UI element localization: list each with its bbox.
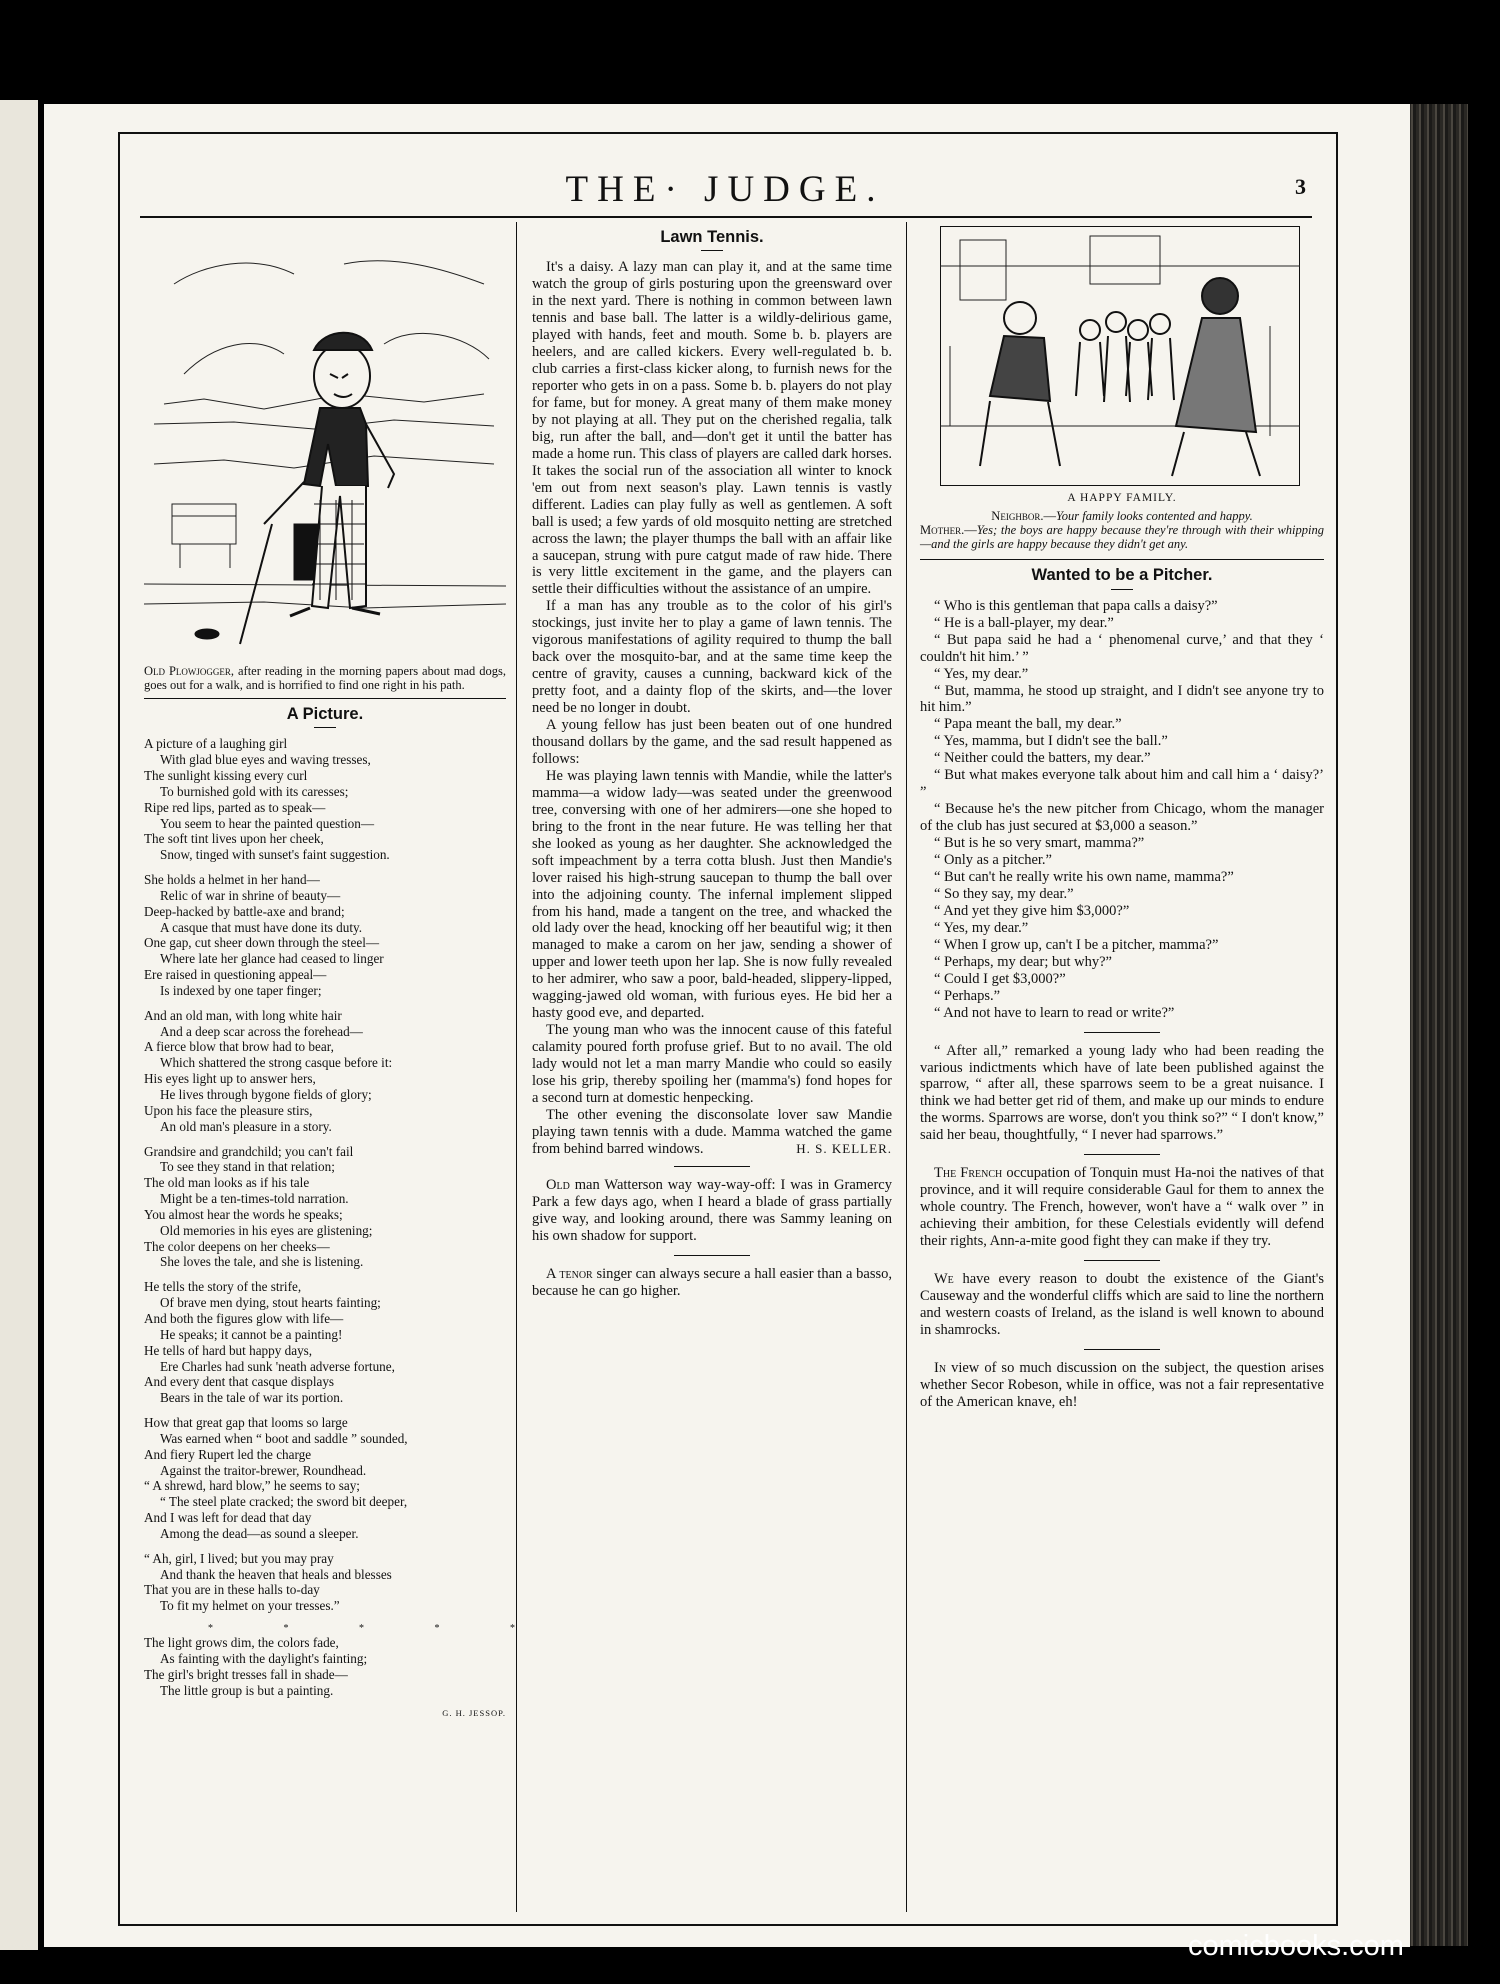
poem-line: Ripe red lips, parted as to speak—	[144, 799, 326, 815]
poem-line: You seem to hear the painted question—	[160, 815, 375, 831]
masthead	[140, 156, 1310, 220]
caption-text: after reading in the morning papers about mad dogs, goes out for a walk, and is horrified to find one right in his path.	[144, 664, 506, 692]
poem-line: Deep-hacked by battle-axe and brand;	[144, 903, 345, 919]
dialogue-line: “ And yet they give him $3,000?”	[934, 902, 1130, 919]
tenor-paragraph	[532, 1266, 892, 1300]
poem-line: And fiery Rupert led the charge	[144, 1446, 312, 1462]
dialogue-line: “ Because he's the new pitcher from Chicago, whom the manager of the club has just secured at $3,000 a season.”	[920, 801, 1324, 835]
poem-line: Among the dead—as sound a sleeper.	[160, 1525, 359, 1541]
dialogue-line: “ Only as a pitcher.”	[934, 852, 1052, 869]
poem-line: Grandsire and grandchild; you can't fail	[144, 1143, 354, 1159]
robeson-paragraph	[920, 1360, 1324, 1411]
plowjogger-caption	[144, 664, 506, 692]
poem-line: Ere Charles had sunk 'neath adverse fortune,	[160, 1358, 395, 1374]
speaker-label: Mother.—	[920, 523, 977, 538]
poem-line: And I was left for dead that day	[144, 1510, 312, 1526]
poem-body	[144, 736, 549, 1718]
title-rule	[1111, 589, 1133, 590]
magazine-page	[44, 104, 1410, 1947]
stanza-break-stars: * * * * *	[208, 1623, 549, 1635]
poem-line: Was earned when “ boot and saddle ” sounded,	[160, 1430, 408, 1446]
lawn-tennis-signature: H. S. KELLER.	[796, 1140, 892, 1156]
poem-title: A Picture.	[286, 705, 364, 723]
paragraph-lead: In	[934, 1359, 947, 1376]
dialogue-line: “ When I grow up, can't I be a pitcher, mamma?”	[934, 936, 1219, 953]
poem-line: The light grows dim, the colors fade,	[144, 1635, 339, 1651]
poem-line: And a deep scar across the forehead—	[160, 1023, 363, 1039]
poem-line: He lives through bygone fields of glory;	[160, 1087, 372, 1103]
poem-line: Old memories in his eyes are glistening;	[160, 1222, 373, 1238]
poem-line: Of brave men dying, stout hearts fainting;	[160, 1295, 381, 1311]
french-paragraph	[920, 1165, 1324, 1250]
speaker-text: Yes; the boys are happy because they're through with their whipping—and the girls are happy because they didn't get any.	[920, 523, 1324, 552]
masthead-title: THE· JUDGE.	[565, 169, 885, 210]
title-rule	[314, 727, 336, 728]
paragraph-text: occupation of Tonquin must Ha-noi the natives of that province, and it will require considerable Gaul for them to annex the whole country. The French, however, won't have a “ walk over ” in achieving their ambition, for these Celestials evidently will defend their rights, Ann-a-mite good fight they can make if they try.	[920, 1165, 1324, 1250]
poem-line: He tells of hard but happy days,	[144, 1342, 313, 1358]
poem-line: You almost hear the words he speaks;	[144, 1206, 343, 1222]
title-rule	[701, 250, 723, 251]
giants-causeway-paragraph	[920, 1271, 1324, 1339]
speaker-text: Your family looks contented and happy.	[1055, 509, 1253, 524]
dialogue-line: “ He is a ball-player, my dear.”	[934, 614, 1114, 631]
page-number: 3	[1295, 174, 1306, 199]
dialogue-line: “ Yes, my dear.”	[934, 665, 1029, 682]
pitcher-title: Wanted to be a Pitcher.	[1031, 566, 1213, 585]
dialogue-line: “ Who is this gentleman that papa calls a daisy?”	[934, 597, 1218, 614]
poem-line: She loves the tale, and she is listening.	[160, 1254, 364, 1270]
dialogue-line: “ Neither could the batters, my dear.”	[934, 750, 1151, 767]
dialogue-line: “ But is he so very smart, mamma?”	[934, 835, 1145, 852]
caption-rule	[144, 698, 506, 699]
poem-stanza	[144, 1415, 506, 1542]
poem-line: And every dent that casque displays	[144, 1374, 335, 1390]
dialogue-line: “ Yes, mamma, but I didn't see the ball.”	[934, 733, 1168, 750]
happy-family-illustration	[920, 226, 1324, 486]
poem-line: To burnished gold with its caresses;	[160, 783, 349, 799]
watermark: comicbooks.com	[1188, 1930, 1404, 1962]
poem-line: The old man looks as if his tale	[144, 1175, 310, 1191]
poem-stanza	[144, 736, 506, 863]
lawn-tennis-paragraph: It's a daisy. A lazy man can play it, and at the same time watch the group of girls posturing upon the greensward over in the next yard. There is nothing in common between lawn tennis and base ball. The latter is a wildly-delirious game, played with hands, feet and mouth. Some b. b. players are heelers, and are called kickers. Every well-regulated b. b. club carries a first-class kicker along, to furnish news for the reporter who gets in on a pass. Some b. b. players do not play for fame, but for money. A great many of them make money by not playing at all. They put on the cherished regalia, talk big, run after the ball, and—don't get it until the batter has made a home run. This class of players are called dark horses. It takes the social run of the association all winter to knock 'em out from next season's play. Lawn tennis is vastly different. Ladies can play fully as well as gentlemen. A soft ball is used; a few yards of old mosquito netting are stretched across the lawn; the player thumps the ball with an affair like a saucepan, strung with pure catgut made of raw hide. There is very little excitement in the game, and the players can settle their difficulties without the assistance of an umpire.	[532, 259, 892, 598]
poem-line: Bears in the tale of war its portion.	[160, 1390, 344, 1406]
poem-line: Might be a ten-times-told narration.	[160, 1191, 349, 1207]
pitcher-dialogue	[920, 598, 1324, 1022]
lawn-tennis-body	[532, 259, 892, 1158]
dialogue-line: “ But papa said he had a ‘ phenomenal curve,’ and that they ‘ couldn't hit him.’ ”	[920, 631, 1324, 665]
paragraph-lead: Old	[546, 1177, 570, 1194]
poem-line: And both the figures glow with life—	[144, 1310, 344, 1326]
poem-line: The little group is but a painting.	[160, 1682, 334, 1698]
poem-line: “ A shrewd, hard blow,” he seems to say;	[144, 1478, 360, 1494]
poem-stanza	[144, 1008, 506, 1135]
dialogue-line: “ So they say, my dear.”	[934, 885, 1074, 902]
lawn-tennis-paragraph: If a man has any trouble as to the color of his girl's stockings, just invite her to play a game of lawn tennis. The vigorous manifestations of agility required to thump the ball back over the mosquito-bar, and at the same time keep the centre of gravity, causes a cunning, backward kick of the pretty foot, and a dainty flop of the skirts, and—the lover need be no longer in doubt.	[532, 598, 892, 717]
paragraph-text: singer can always secure a hall easier than a basso, because he can go higher.	[532, 1265, 892, 1299]
column-rule-1	[516, 222, 517, 1912]
poem-line: A fierce blow that brow had to bear,	[144, 1039, 334, 1055]
poem-line: To fit my helmet on your tresses.”	[160, 1598, 340, 1614]
dialogue-line: “ But what makes everyone talk about him and call him a ‘ daisy?’ ”	[920, 767, 1324, 801]
speaker-label: Neighbor.—	[991, 509, 1056, 524]
column-rule-2	[906, 222, 907, 1912]
poem-stanza	[144, 872, 506, 999]
poem-line: How that great gap that looms so large	[144, 1415, 348, 1431]
paragraph-lead: A tenor	[546, 1265, 593, 1282]
poem-line: The soft tint lives upon her cheek,	[144, 831, 324, 847]
poem-line: A picture of a laughing girl	[144, 736, 288, 752]
caption-lead: Old Plowjogger,	[144, 664, 235, 678]
dialogue-line: “ Yes, my dear.”	[934, 919, 1029, 936]
poem-line: The sunlight kissing every curl	[144, 767, 308, 783]
illustration-rule	[920, 559, 1324, 560]
lawn-tennis-paragraph: The other evening the disconsolate lover saw Mandie playing tawn tennis with a dude. Mamma watched the game from behind barred windows.	[532, 1106, 892, 1157]
dialogue-line: “ But, mamma, he stood up straight, and I didn't see anyone try to hit him.”	[920, 682, 1324, 716]
dialogue-line: “ Papa meant the ball, my dear.”	[934, 716, 1122, 733]
right-column	[920, 226, 1324, 1411]
poem-line: That you are in these halls to-day	[144, 1582, 320, 1598]
paragraph-text: man Watterson way way-way-off: I was in Gramercy Park a few days ago, when I heard a blade of grass partially give way, and looking around, there was Sammy leaning on his own shadow for support.	[532, 1177, 892, 1244]
paragraph-lead: We	[934, 1271, 954, 1288]
paragraph-text: have every reason to doubt the existence of the Giant's Causeway and the wonderful cliffs which are said to line the northern and western coasts of Ireland, as the island is well known to abound in shamrocks.	[920, 1271, 1324, 1338]
poem-line: One gap, cut sheer down through the steel—	[144, 935, 380, 951]
book-edge	[1408, 104, 1468, 1946]
poem-stanza	[144, 1635, 506, 1698]
poem-line: Where late her glance had ceased to linger	[160, 951, 384, 967]
lawn-tennis-paragraph: A young fellow has just been beaten out of one hundred thousand dollars by the game, and the sad result happened as follows:	[532, 717, 892, 767]
previous-page-edge	[0, 100, 38, 1950]
dialogue-line: “ Perhaps, my dear; but why?”	[934, 953, 1112, 970]
poem-line: His eyes light up to answer hers,	[144, 1071, 316, 1087]
poem-line: Against the traitor-brewer, Roundhead.	[160, 1462, 367, 1478]
poem-line: He tells the story of the strife,	[144, 1279, 302, 1295]
sparrows-paragraph: “ After all,” remarked a young lady who had been reading the various indictments which have of late been published against the sparrow, “ after all, these sparrows seem to be a great nuisance. I think we had better get rid of them, and make up our minds to endure the worms. Sparrows are worse, don't you think so?” “ I don't know,” said her beau, thoughtfully, “ I never had sparrows.”	[920, 1042, 1324, 1144]
poem-line: With glad blue eyes and waving tresses,	[160, 752, 371, 768]
poem-line: And an old man, with long white hair	[144, 1007, 342, 1023]
poem-line: She holds a helmet in her hand—	[144, 872, 320, 888]
paragraph-lead: The French	[934, 1165, 1003, 1182]
lawn-tennis-title: Lawn Tennis.	[660, 228, 764, 246]
poem-line: Upon his face the pleasure stirs,	[144, 1102, 313, 1118]
dialogue-line: “ Could I get $3,000?”	[934, 970, 1066, 987]
section-rule	[1084, 1032, 1160, 1033]
section-rule	[1084, 1154, 1160, 1155]
dialogue-line: “ But can't he really write his own name, mamma?”	[934, 869, 1234, 885]
poem-line: A casque that must have done its duty.	[160, 919, 363, 935]
poem-line: The girl's bright tresses fall in shade—	[144, 1666, 348, 1682]
poem-line: Is indexed by one taper finger;	[160, 982, 322, 998]
poem-stanza	[144, 1279, 506, 1406]
poem-line: Snow, tinged with sunset's faint suggestion.	[160, 847, 390, 863]
plowjogger-illustration	[144, 224, 506, 664]
poem-line: “ The steel plate cracked; the sword bit deeper,	[160, 1494, 408, 1510]
poem-line: As fainting with the daylight's fainting;	[160, 1651, 368, 1667]
masthead-rule	[140, 216, 1312, 218]
dialogue-line: “ And not have to learn to read or write?”	[934, 1004, 1175, 1021]
lawn-tennis-paragraph: He was playing lawn tennis with Mandie, while the latter's mamma—a widow lady—was seated under the greenwood tree, conversing with one of her admirers—one she hoped to bring to the front in the near future. He was telling her that she looked as young as her daughter. She acknowledged the soft impeachment by a terra cotta blush. Just then Mandie's lover raised his high-strung saucepan to thump the ball over into the adjoining county. The infernal implement slipped from his hand, made a tangent on the tree, and whacked the old lady over the head, knocking off her beautiful wig; it then managed to make a carom on her jaw, sending a shower of upper and lower teeth upon her lap. She is now fully revealed to her admirer, who saw a poor, bald-headed, slippery-lipped, wagging-jawed old woman, with furious eyes. He bid her a hasty good eve, and departed.	[532, 767, 892, 1022]
dialogue-line: “ Perhaps.”	[934, 987, 1001, 1004]
poem-stanza	[144, 1551, 506, 1614]
poem-stanza	[144, 1144, 506, 1271]
middle-column	[532, 222, 892, 1300]
watterson-paragraph	[532, 1177, 892, 1245]
section-rule	[674, 1255, 750, 1256]
poem-line: Ere raised in questioning appeal—	[144, 967, 327, 983]
illustration-caption	[920, 509, 1324, 551]
section-rule	[1084, 1349, 1160, 1350]
lawn-tennis-paragraph: The young man who was the innocent cause of this fateful calamity poured forth profuse grief. But to no avail. The old lady would not let a man marry Mandie who could so easily lose his grip, thereby spoiling her (mamma's) fond hopes for a second turn at domestic henpecking.	[532, 1022, 892, 1106]
section-rule	[674, 1166, 750, 1167]
neighbor-line	[920, 509, 1324, 523]
poem-line: Relic of war in shrine of beauty—	[160, 887, 341, 903]
poem-line: To see they stand in that relation;	[160, 1159, 335, 1175]
poem-line: Which shattered the strong casque before it:	[160, 1055, 393, 1071]
mother-line	[920, 523, 1324, 551]
poem-line: He speaks; it cannot be a painting!	[160, 1326, 343, 1342]
poem-line: An old man's pleasure in a story.	[160, 1118, 332, 1134]
poem-line: The color deepens on her cheeks—	[144, 1238, 330, 1254]
section-rule	[1084, 1260, 1160, 1261]
poem-line: And thank the heaven that heals and blesses	[160, 1566, 392, 1582]
paragraph-text: view of so much discussion on the subject, the question arises whether Secor Robeson, while in office, was not a fair representative of the American knave, eh!	[920, 1359, 1324, 1410]
poem-signature: G. H. JESSOP.	[442, 1707, 506, 1718]
poem-line: “ Ah, girl, I lived; but you may pray	[144, 1550, 334, 1566]
illustration-title: A HAPPY FAMILY.	[1067, 492, 1177, 504]
left-column	[144, 224, 549, 1718]
